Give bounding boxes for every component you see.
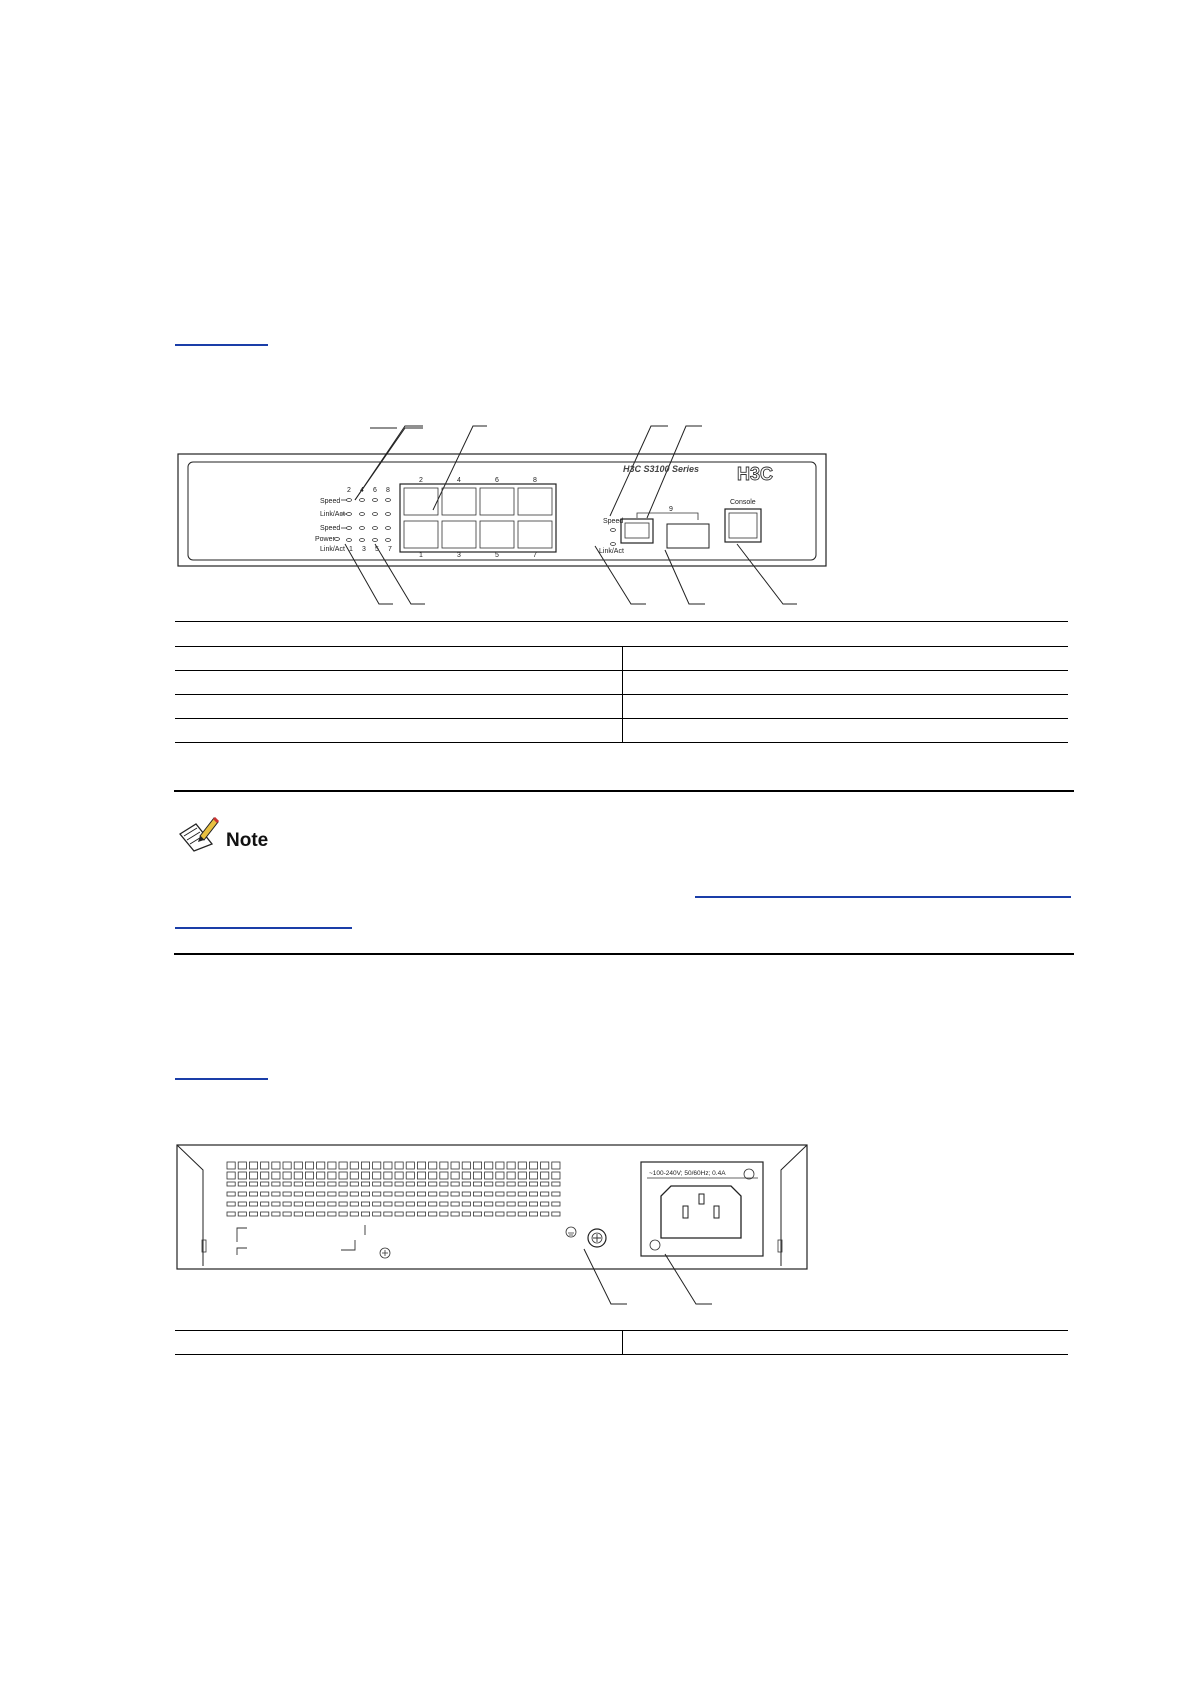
led-number: 4 [360,487,364,494]
console-label: Console [730,499,756,506]
vent-slot [361,1212,369,1216]
vent-slot [238,1212,246,1216]
console-port [725,509,761,542]
vent-slot [261,1202,269,1206]
vent-slot [373,1162,381,1169]
vent-slot [473,1202,481,1206]
vent-slot [283,1182,291,1186]
sfp-port-1 [621,519,653,543]
rear-callout-lines [584,1249,712,1304]
sfp-link-led [611,543,616,546]
vent-slot [361,1162,369,1169]
vent-slot [507,1182,515,1186]
vent-slot [406,1192,414,1196]
vent-slot [227,1192,235,1196]
sfp-speed-label: Speed [603,518,624,525]
vent-slot [238,1172,246,1179]
vent-slot [529,1192,537,1196]
vent-slot [552,1212,560,1216]
vent-slot [227,1182,235,1186]
vent-slot [373,1212,381,1216]
vent-slot [518,1182,526,1186]
vent-slot [373,1172,381,1179]
vent-slot [350,1192,358,1196]
note-rule-bottom [174,953,1074,955]
vent-slot [249,1202,257,1206]
vent-slot [350,1172,358,1179]
ground-symbol-icon [566,1227,576,1237]
vent-slot [283,1162,291,1169]
vent-slot [417,1182,425,1186]
vent-slot [305,1162,313,1169]
vent-slot [518,1212,526,1216]
vent-slot [238,1192,246,1196]
vent-slot [328,1172,336,1179]
vent-slot [552,1192,560,1196]
vent-slot [361,1172,369,1179]
vent-slot [485,1162,493,1169]
vent-slot [294,1202,302,1206]
vent-slot [429,1162,437,1169]
vent-slot [429,1202,437,1206]
vent-slot [496,1182,504,1186]
vent-slot [451,1202,459,1206]
vent-slot [272,1182,280,1186]
vent-slot [261,1182,269,1186]
vent-slot [451,1192,459,1196]
vent-slot [238,1162,246,1169]
vent-slot [406,1212,414,1216]
vent-slot [238,1202,246,1206]
vent-slot [406,1172,414,1179]
console-port-inner [729,513,757,538]
port-number: 2 [419,477,423,484]
vent-slot [361,1202,369,1206]
vent-slot [294,1172,302,1179]
vent-slot [317,1162,325,1169]
vent-slot [518,1202,526,1206]
vent-slot [339,1172,347,1179]
ground-symbol-lines [568,1233,574,1235]
led-label-speed-bottom: Speed [320,525,341,532]
vent-grid [227,1162,560,1216]
vent-slot [518,1172,526,1179]
sfp-linkact-label: Link/Act [599,548,624,555]
vent-slot [451,1172,459,1179]
port-number: 7 [533,552,537,559]
vent-slot [328,1182,336,1186]
vent-slot [384,1182,392,1186]
port-number: 6 [495,477,499,484]
vent-slot [462,1202,470,1206]
vent-slot [529,1172,537,1179]
vent-slot [406,1162,414,1169]
grounding-screw-cross [593,1234,601,1242]
note-rule-top [174,790,1074,792]
vent-slot [406,1202,414,1206]
vent-slot [395,1212,403,1216]
vent-slot [485,1202,493,1206]
vent-slot [294,1212,302,1216]
note-reference-link-line1[interactable] [695,896,1071,898]
vent-slot [451,1162,459,1169]
vent-slot [518,1162,526,1169]
vent-slot [429,1182,437,1186]
led-label-linkact-bottom: Link/Act [320,546,345,553]
led-number: 6 [373,487,377,494]
vent-slot [227,1162,235,1169]
vent-slot [249,1182,257,1186]
vent-slot [395,1202,403,1206]
vent-slot [305,1172,313,1179]
front-panel-inner-frame [188,462,816,560]
vent-slot [305,1212,313,1216]
vent-slot [451,1182,459,1186]
vent-slot [395,1172,403,1179]
vent-slot [305,1202,313,1206]
vent-slot [417,1192,425,1196]
vent-slot [350,1202,358,1206]
led-number: 8 [386,487,390,494]
vent-slot [317,1192,325,1196]
vent-slot [529,1162,537,1169]
power-module-screw-bottom [650,1240,660,1250]
mount-mark-right [341,1225,365,1250]
table-column-separator [622,1330,623,1354]
sfp-port-number: 9 [669,506,673,513]
note-reference-link-line2[interactable] [175,927,352,929]
port-number: 4 [457,477,461,484]
vent-slot [272,1212,280,1216]
vent-slot [283,1172,291,1179]
port-number: 8 [533,477,537,484]
note-pencil-icon [176,814,220,852]
mount-mark-left [237,1228,247,1255]
led-number: 2 [347,487,351,494]
vent-slot [238,1182,246,1186]
vent-slot [417,1172,425,1179]
rear-panel-right-flange [781,1145,807,1266]
screw-cross [382,1250,388,1256]
vent-slot [529,1212,537,1216]
vent-slot [328,1212,336,1216]
rear-panel-left-flange [177,1145,203,1266]
vent-slot [384,1162,392,1169]
vent-slot [261,1212,269,1216]
rear-panel-diagram [175,1140,815,1320]
vent-slot [272,1172,280,1179]
vent-slot [249,1162,257,1169]
vent-slot [339,1212,347,1216]
vent-slot [261,1172,269,1179]
rj45-port-numbers [419,477,537,559]
vent-slot [384,1212,392,1216]
table-column-separator [622,646,623,742]
vent-slot [507,1192,515,1196]
vent-slot [462,1212,470,1216]
figure-reference-link-2[interactable] [175,1078,268,1080]
vent-slot [496,1172,504,1179]
note-title: Note [226,830,269,851]
vent-slot [272,1162,280,1169]
front-panel-outer-frame [178,454,826,566]
vent-slot [541,1172,549,1179]
vent-slot [417,1212,425,1216]
vent-slot [440,1192,448,1196]
vent-slot [373,1202,381,1206]
vent-slot [552,1202,560,1206]
vent-slot [373,1182,381,1186]
vent-slot [350,1182,358,1186]
led-label-linkact-top: Link/Act [320,511,345,518]
vent-slot [485,1192,493,1196]
table-rule-bottom [175,742,1068,743]
vent-slot [339,1162,347,1169]
vent-slot [227,1212,235,1216]
vent-slot [384,1172,392,1179]
vent-slot [350,1162,358,1169]
power-module-screw-top [744,1169,754,1179]
vent-slot [317,1182,325,1186]
led-labels [315,498,345,553]
vent-slot [373,1192,381,1196]
vent-slot [261,1192,269,1196]
vent-slot [485,1172,493,1179]
vent-slot [227,1202,235,1206]
vent-slot [473,1172,481,1179]
vent-slot [429,1212,437,1216]
vent-slot [294,1192,302,1196]
vent-slot [541,1182,549,1186]
vent-slot [496,1192,504,1196]
led-number: 7 [388,546,392,553]
vent-slot [518,1192,526,1196]
vent-slot [485,1212,493,1216]
vent-slot [406,1182,414,1186]
vent-slot [496,1202,504,1206]
vent-slot [507,1162,515,1169]
vent-slot [339,1182,347,1186]
vent-slot [440,1182,448,1186]
vent-slot [473,1182,481,1186]
vent-slot [473,1162,481,1169]
vent-slot [552,1182,560,1186]
power-rating-label: ~100-240V; 50/60Hz; 0.4A [649,1170,726,1177]
vent-slot [361,1192,369,1196]
vent-slot [328,1202,336,1206]
port-number: 1 [419,552,423,559]
h3c-logo: H3C [737,464,774,484]
inlet-pin-left [683,1206,688,1218]
vent-slot [429,1172,437,1179]
vent-slot [473,1212,481,1216]
led-label-speed-top: Speed [320,498,341,505]
vent-slot [440,1212,448,1216]
rj45-port-block [400,484,556,552]
vent-slot [507,1202,515,1206]
vent-slot [440,1172,448,1179]
inlet-pin-ground [699,1194,704,1204]
vent-slot [529,1182,537,1186]
led-number: 3 [362,546,366,553]
inlet-pin-right [714,1206,719,1218]
sfp-speed-led [611,529,616,532]
vent-slot [227,1172,235,1179]
vent-slot [384,1202,392,1206]
vent-slot [283,1212,291,1216]
vent-slot [462,1172,470,1179]
vent-slot [305,1182,313,1186]
vent-slot [485,1182,493,1186]
vent-slot [541,1212,549,1216]
port-number: 3 [457,552,461,559]
vent-slot [339,1202,347,1206]
vent-slot [261,1162,269,1169]
vent-slot [552,1172,560,1179]
vent-slot [249,1192,257,1196]
vent-slot [529,1202,537,1206]
led-label-power: Power [315,536,335,543]
table-rule-bottom [175,1354,1068,1355]
vent-slot [395,1162,403,1169]
vent-slot [496,1162,504,1169]
vent-slot [361,1182,369,1186]
front-panel-diagram [175,420,835,610]
vent-slot [395,1192,403,1196]
vent-slot [451,1212,459,1216]
led-number: 5 [375,546,379,553]
vent-slot [552,1162,560,1169]
vent-slot [541,1202,549,1206]
port-number: 5 [495,552,499,559]
led-numbers [347,487,392,553]
vent-slot [317,1202,325,1206]
vent-slot [417,1202,425,1206]
rj45-ports [404,488,552,548]
vent-slot [440,1162,448,1169]
vent-slot [507,1172,515,1179]
vent-slot [440,1202,448,1206]
vent-slot [317,1172,325,1179]
vent-slot [395,1182,403,1186]
vent-slot [462,1182,470,1186]
vent-slot [272,1192,280,1196]
vent-slot [384,1192,392,1196]
vent-slot [328,1162,336,1169]
vent-slot [249,1212,257,1216]
vent-slot [429,1192,437,1196]
sfp-port-1-inner [625,523,649,538]
vent-slot [417,1162,425,1169]
vent-slot [317,1212,325,1216]
vent-slot [283,1192,291,1196]
vent-slot [328,1192,336,1196]
vent-slot [272,1202,280,1206]
figure-reference-link-1[interactable] [175,344,268,346]
vent-slot [294,1182,302,1186]
vent-slot [462,1162,470,1169]
led-number: 1 [349,546,353,553]
table-rule-top [175,621,1068,622]
led-indicators [335,499,391,542]
vent-slot [473,1192,481,1196]
vent-slot [462,1192,470,1196]
vent-slot [541,1192,549,1196]
vent-slot [305,1192,313,1196]
vent-slot [339,1192,347,1196]
model-name: H3C S3100 Series [623,464,700,474]
vent-slot [496,1212,504,1216]
vent-slot [283,1202,291,1206]
vent-slot [249,1172,257,1179]
vent-slot [507,1212,515,1216]
vent-slot [294,1162,302,1169]
vent-slot [541,1162,549,1169]
vent-slot [350,1212,358,1216]
sfp-port-2 [667,524,709,548]
